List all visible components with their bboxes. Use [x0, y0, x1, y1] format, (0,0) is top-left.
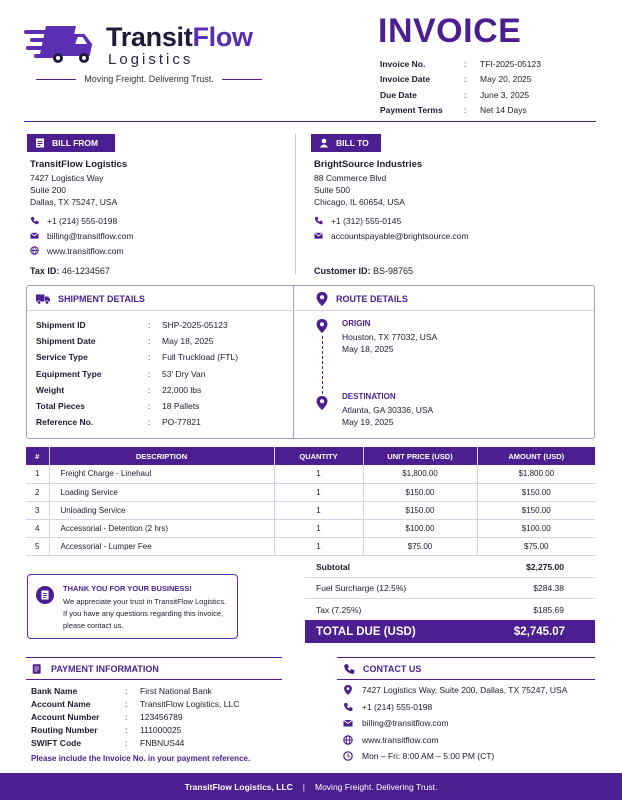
table-row: 2 Loading Service 1 $150.00 $150.00 — [26, 483, 595, 501]
invoice-title: INVOICE — [378, 12, 522, 50]
phone-icon — [30, 216, 39, 225]
company-logo-name: TransitFlow — [106, 22, 253, 52]
thank-you-text: We appreciate your trust in TransitFlow Logistics. If you have any questions regarding this invoice, please contact us. — [63, 597, 227, 630]
mail-icon — [30, 231, 39, 240]
total-due-row: TOTAL DUE (USD) $2,745.07 — [305, 620, 595, 643]
shipment-header-rule — [27, 310, 594, 311]
document-icon — [35, 138, 45, 148]
mail-icon — [314, 231, 323, 240]
footer-bar: TransitFlow Logistics, LLC | Moving Freight. Delivering Trust. — [0, 773, 622, 800]
header-divider — [24, 121, 596, 122]
shipment-divider — [293, 285, 294, 439]
fuel-surcharge-row: Fuel Surcharge (12.5%) $284.38 — [305, 578, 595, 599]
globe-icon — [343, 735, 353, 745]
table-row: 1 Freight Charge - Linehaul 1 $1,800.00 $1,800.00 — [26, 465, 595, 483]
subtotal-row: Subtotal $2,275.00 — [305, 556, 595, 578]
contact-top-rule — [337, 657, 595, 658]
route-details-title: ROUTE DETAILS — [316, 292, 408, 306]
table-header-row: # DESCRIPTION QUANTITY UNIT PRICE (USD) AMOUNT (USD) — [26, 447, 595, 465]
route-connector — [322, 336, 323, 394]
thank-you-title: THANK YOU FOR YOUR BUSINESS! — [63, 584, 192, 593]
invoice-meta: Invoice No. : TFI-2025-05123 Invoice Date : May 20, 2025 Due Date : June 3, 2025 Payment Terms : Net 14 Days — [380, 58, 541, 116]
table-row: 4 Accessorial - Detention (2 hrs) 1 $100.00 $100.00 — [26, 520, 595, 538]
contact-us-title: CONTACT US — [343, 663, 421, 675]
bill-divider — [295, 134, 296, 274]
bill-to-block: BrightSource Industries 88 Commerce Blvd Suite 500 Chicago, IL 60654, USA +1 (312) 555-0145 accountspayable@brightsource.com Customer ID: BS-98765 — [314, 159, 469, 276]
table-row: 5 Accessorial - Lumper Fee 1 $75.00 $75.00 — [26, 538, 595, 556]
origin-pin-icon — [316, 319, 328, 333]
document-icon — [32, 663, 43, 675]
shipment-details-title: SHIPMENT DETAILS — [36, 293, 145, 305]
document-icon — [36, 586, 54, 604]
payment-note: Please include the Invoice No. in your payment reference. — [31, 754, 251, 763]
clock-icon — [343, 751, 353, 761]
bill-from-block: TransitFlow Logistics 7427 Logistics Way Suite 200 Dallas, TX 75247, USA +1 (214) 555-0198 billing@transitflow.com www.transitflow.com Tax ID: 46-1234567 — [30, 159, 134, 276]
bill-to-badge: BILL TO — [311, 134, 381, 152]
payment-title-rule — [26, 679, 282, 680]
globe-icon — [30, 246, 39, 255]
contact-list: 7427 Logistics Way, Suite 200, Dallas, TX 75247, USA +1 (214) 555-0198 billing@transitflow.com www.transitflow.com Mon – Fri: 8:00 AM – 5:00 PM (CT) — [343, 682, 567, 765]
user-icon — [319, 138, 329, 148]
bill-from-badge: BILL FROM — [27, 134, 115, 152]
destination-pin-icon — [316, 396, 328, 410]
contact-title-rule — [337, 679, 595, 680]
phone-icon — [343, 702, 353, 712]
table-row: 3 Unloading Service 1 $150.00 $150.00 — [26, 501, 595, 519]
payment-top-rule — [26, 657, 282, 658]
phone-icon — [314, 216, 323, 225]
mail-icon — [343, 718, 353, 728]
location-pin-icon — [343, 685, 353, 695]
thank-you-box — [27, 574, 238, 639]
truck-icon — [36, 293, 50, 305]
phone-icon — [343, 663, 355, 675]
line-items-table — [26, 447, 595, 556]
route-origin: ORIGIN Houston, TX 77032, USA May 18, 2025 — [342, 319, 438, 354]
company-logo-sub: Logistics — [108, 51, 194, 68]
truck-logo-icon — [24, 26, 100, 66]
payment-info-list: Bank Name : First National Bank Account Name : TransitFlow Logistics, LLC Account Number : 123456789 Routing Number : 111000025 SWIFT Code : FNBNUS44 — [31, 685, 240, 748]
payment-info-title: PAYMENT INFORMATION — [32, 663, 159, 675]
route-destination: DESTINATION Atlanta, GA 30336, USA May 19, 2025 — [342, 392, 434, 427]
shipment-details-list: Shipment ID : SHP-2025-05123 Shipment Date : May 18, 2025 Service Type : Full Truckload (FTL) Equipment Type : 53' Dry Van Weight : 22,000 lbs Total Pieces : 18 Pallets Reference No. : PO-77821 — [36, 320, 239, 428]
tagline: Moving Freight. Delivering Trust. — [36, 74, 262, 84]
location-pin-icon — [316, 292, 328, 306]
tax-row: Tax (7.25%) $185.69 — [316, 604, 564, 615]
